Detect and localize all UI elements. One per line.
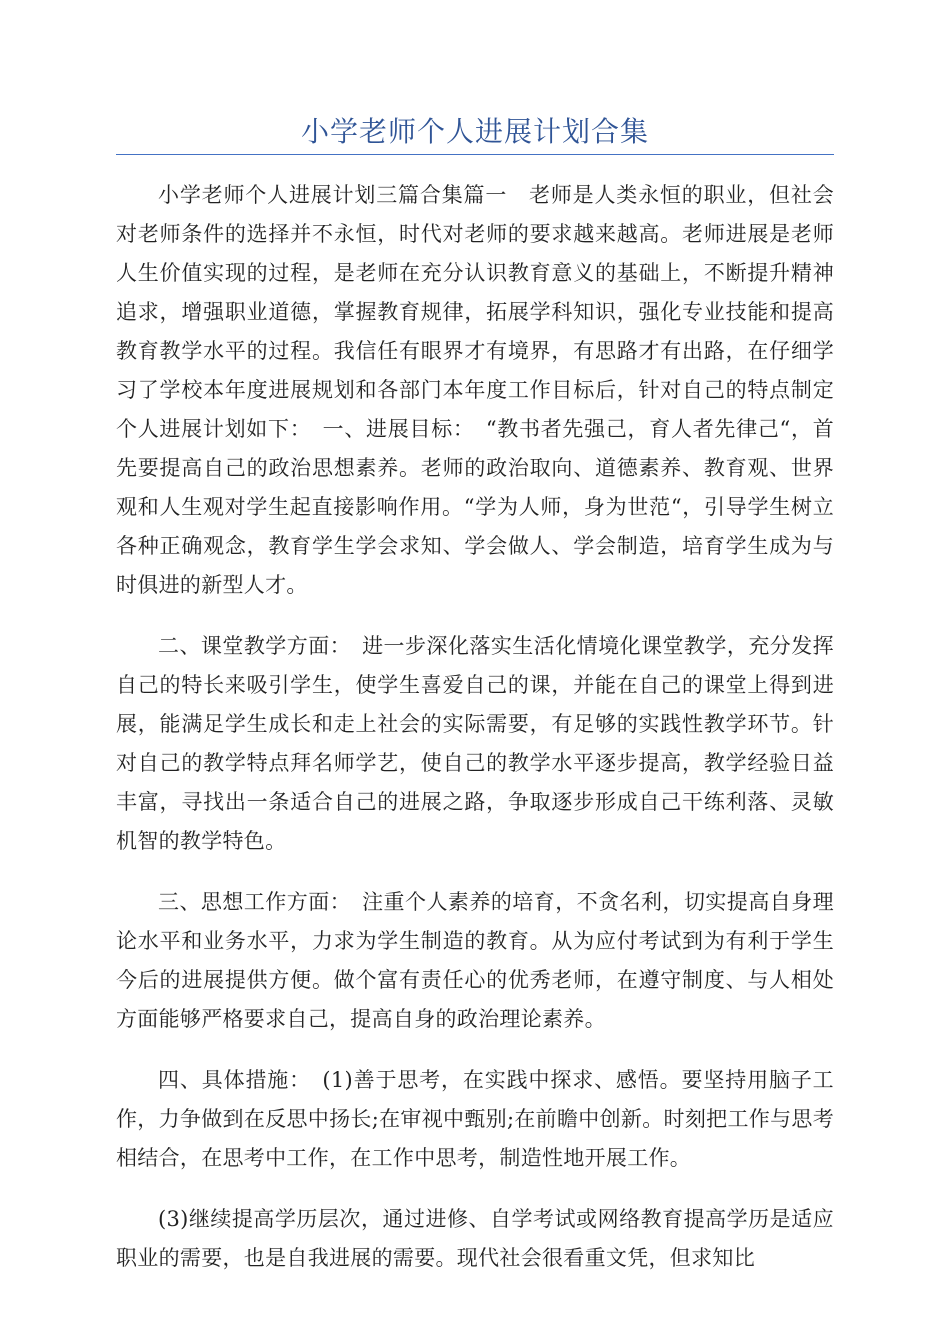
- paragraph-education-level: (3)继续提高学历层次，通过进修、自学考试或网络教育提高学历是适应职业的需要，也是自我进展的需要。现代社会很看重文凭，但求知比: [116, 1207, 834, 1270]
- document-body: [116, 176, 834, 1300]
- paragraph-ideological-work: 三、思想工作方面： 注重个人素养的培育，不贪名利，切实提高自身理论水平和业务水平，力求为学生制造的教育。从为应付考试到为有利于学生今后的进展提供方便。做个富有责任心的优秀老师，在遵守制度、与人相处方面能够严格要求自己，提高自身的政治理论素养。: [116, 890, 834, 1031]
- paragraph-classroom-teaching: 二、课堂教学方面： 进一步深化落实生活化情境化课堂教学，充分发挥自己的特长来吸引学生，使学生喜爱自己的课，并能在自己的课堂上得到进展，能满足学生成长和走上社会的实际需要，有足够的实践性教学环节。针对自己的教学特点拜名师学艺，使自己的教学水平逐步提高，教学经验日益丰富，寻找出一条适合自己的进展之路，争取逐步形成自己干练利落、灵敏机智的教学特色。: [116, 634, 834, 853]
- document-title: 小学老师个人进展计划合集: [300, 115, 649, 148]
- paragraph-intro: 小学老师个人进展计划三篇合集篇一 老师是人类永恒的职业，但社会对老师条件的选择并不永恒，时代对老师的要求越来越高。老师进展是老师人生价值实现的过程，是老师在充分认识教育意义的基础上，不断提升精神追求，增强职业道德，掌握教育规律，拓展学科知识，强化专业技能和提高教育教学水平的过程。我信任有眼界才有境界，有思路才有出路，在仔细学习了学校本年度进展规划和各部门本年度工作目标后，针对自己的特点制定个人进展计划如下： 一、进展目标： “教书者先强己，育人者先律己“，首先要提高自己的政治思想素养。老师的政治取向、道德素养、教育观、世界观和人生观对学生起直接影响作用。“学为人师，身为世范“，引导学生树立各种正确观念，教育学生学会求知、学会做人、学会制造，培育学生成为与时俱进的新型人才。: [116, 183, 834, 597]
- title-underline: [116, 154, 834, 155]
- paragraph-specific-measures: 四、具体措施： (1)善于思考，在实践中探求、感悟。要坚持用脑子工作，力争做到在反思中扬长;在审视中甄别;在前瞻中创新。时刻把工作与思考相结合，在思考中工作，在工作中思考，制造性地开展工作。: [116, 1068, 834, 1170]
